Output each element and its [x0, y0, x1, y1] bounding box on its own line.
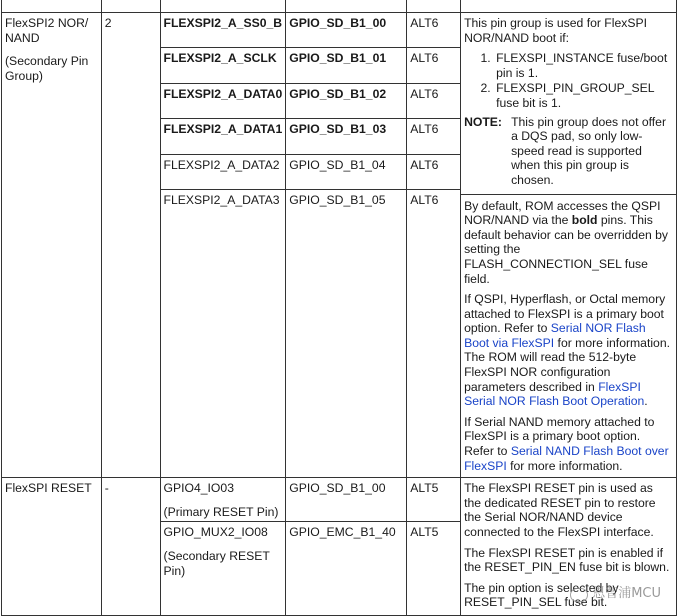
desc-qspi: [464, 292, 673, 409]
text-run: pins. This default behavior can be overridden by setting the FLASH_CONNECTION_SEL fuse field.: [464, 213, 669, 286]
pad-name: GPIO_SD_B1_01: [286, 48, 407, 83]
alt-mode: ALT5: [407, 478, 461, 522]
text-run: If Serial NAND memory attached to FlexSPI is a primary boot option. Refer to: [464, 414, 655, 459]
pad-name: GPIO_SD_B1_03: [286, 119, 407, 154]
text-run: for more information.: [506, 458, 623, 473]
pin-mux-table: [1, 0, 677, 616]
signal-name: FLEXSPI2_A_DATA2: [160, 154, 286, 189]
list-item: 1. FLEXSPI_INSTANCE fuse/boot pin is 1.: [494, 51, 673, 80]
pad-name: GPIO_EMC_B1_40: [286, 522, 407, 616]
text-run-bold: bold: [571, 213, 598, 228]
desc-nand: [464, 415, 673, 473]
chat-bubble-icon: [570, 588, 588, 602]
alt-mode: ALT6: [407, 83, 461, 118]
pin-group-cell: -: [101, 478, 160, 616]
table-row: [2, 13, 677, 48]
signal-name: FLEXSPI2_A_SCLK: [160, 48, 286, 83]
table-row: [2, 0, 677, 13]
signal-note: (Secondary RESET Pin): [163, 549, 270, 578]
condition-list: [464, 51, 673, 110]
alt-mode: ALT5: [407, 522, 461, 616]
alt-mode: ALT6: [407, 48, 461, 83]
pad-name: GPIO_SD_B1_02: [286, 83, 407, 118]
text-run: If QSPI, Hyperflash, or Octal memory attached to FlexSPI is a primary boot option. Refer to: [464, 292, 666, 336]
xref-link-nand-boot[interactable]: Serial NAND Flash Boot over FlexSPI: [464, 444, 669, 473]
desc-intro: This pin group is used for FlexSPI NOR/NAND boot if:: [464, 16, 647, 45]
text-run: .: [644, 394, 648, 409]
signal-name: FLEXSPI2_A_SS0_B: [160, 13, 286, 48]
watermark-text: 恩智浦MCU: [592, 586, 661, 602]
signal-name: GPIO4_IO03: [163, 481, 234, 496]
signal-cell: [160, 478, 286, 522]
pad-name: GPIO_SD_B1_00: [286, 478, 407, 522]
desc-reset-2: The FlexSPI RESET pin is enabled if the RESET_PIN_EN fuse bit is blown.: [464, 545, 670, 575]
desc-default: [464, 199, 673, 287]
xref-link-nor-operation[interactable]: FlexSPI Serial NOR Flash Boot Operation: [464, 379, 645, 409]
table-row: [2, 478, 677, 522]
alt-mode: ALT6: [407, 190, 461, 478]
interface-sub: (Secondary Pin Group): [5, 54, 89, 83]
signal-name: FLEXSPI2_A_DATA1: [160, 119, 286, 154]
signal-note: (Primary RESET Pin): [163, 504, 279, 519]
interface-name-cont: NAND: [5, 30, 40, 45]
alt-mode: ALT6: [407, 13, 461, 48]
desc-reset-1: The FlexSPI RESET pin is used as the dedicated RESET pin to restore the Serial NOR/NAND device connected to the FlexSPI interface.: [464, 481, 656, 539]
signal-name: FLEXSPI2_A_DATA0: [160, 83, 286, 118]
pad-name: GPIO_SD_B1_05: [286, 190, 407, 478]
interface-name: FlexSPI2 NOR/: [5, 16, 89, 30]
pad-name: GPIO_SD_B1_04: [286, 154, 407, 189]
note-block: [464, 115, 673, 188]
alt-mode: ALT6: [407, 119, 461, 154]
alt-mode: ALT6: [407, 154, 461, 189]
signal-name: GPIO_MUX2_IO08: [163, 525, 268, 540]
divider: [461, 194, 676, 195]
list-item: 2. FLEXSPI_PIN_GROUP_SEL fuse bit is 1.: [494, 81, 673, 110]
watermark: [570, 587, 661, 602]
description-cell: [461, 13, 677, 478]
xref-link-nor-boot[interactable]: Serial NOR Flash Boot via FlexSPI: [464, 321, 646, 350]
interface-name-cell: [2, 13, 102, 478]
signal-cell: [160, 522, 286, 616]
signal-name: FLEXSPI2_A_DATA3: [160, 190, 286, 478]
note-text: This pin group does not offer a DQS pad, so only low-speed read is supported when this pin group is chosen.: [511, 114, 667, 187]
desc-reset-3: The pin option is selected by RESET_PIN_SEL fuse bit.: [464, 580, 619, 610]
note-label: NOTE:: [464, 114, 502, 129]
interface-name-cell: FlexSPI RESET: [2, 478, 102, 616]
text-run: for more information. The ROM will read the 512-byte FlexSPI NOR configuration parameters described in: [464, 335, 670, 394]
pad-name: GPIO_SD_B1_00: [286, 13, 407, 48]
text-run: By default, ROM accesses the QSPI NOR/NAND via the: [464, 198, 661, 228]
pin-group-cell: 2: [101, 13, 160, 478]
